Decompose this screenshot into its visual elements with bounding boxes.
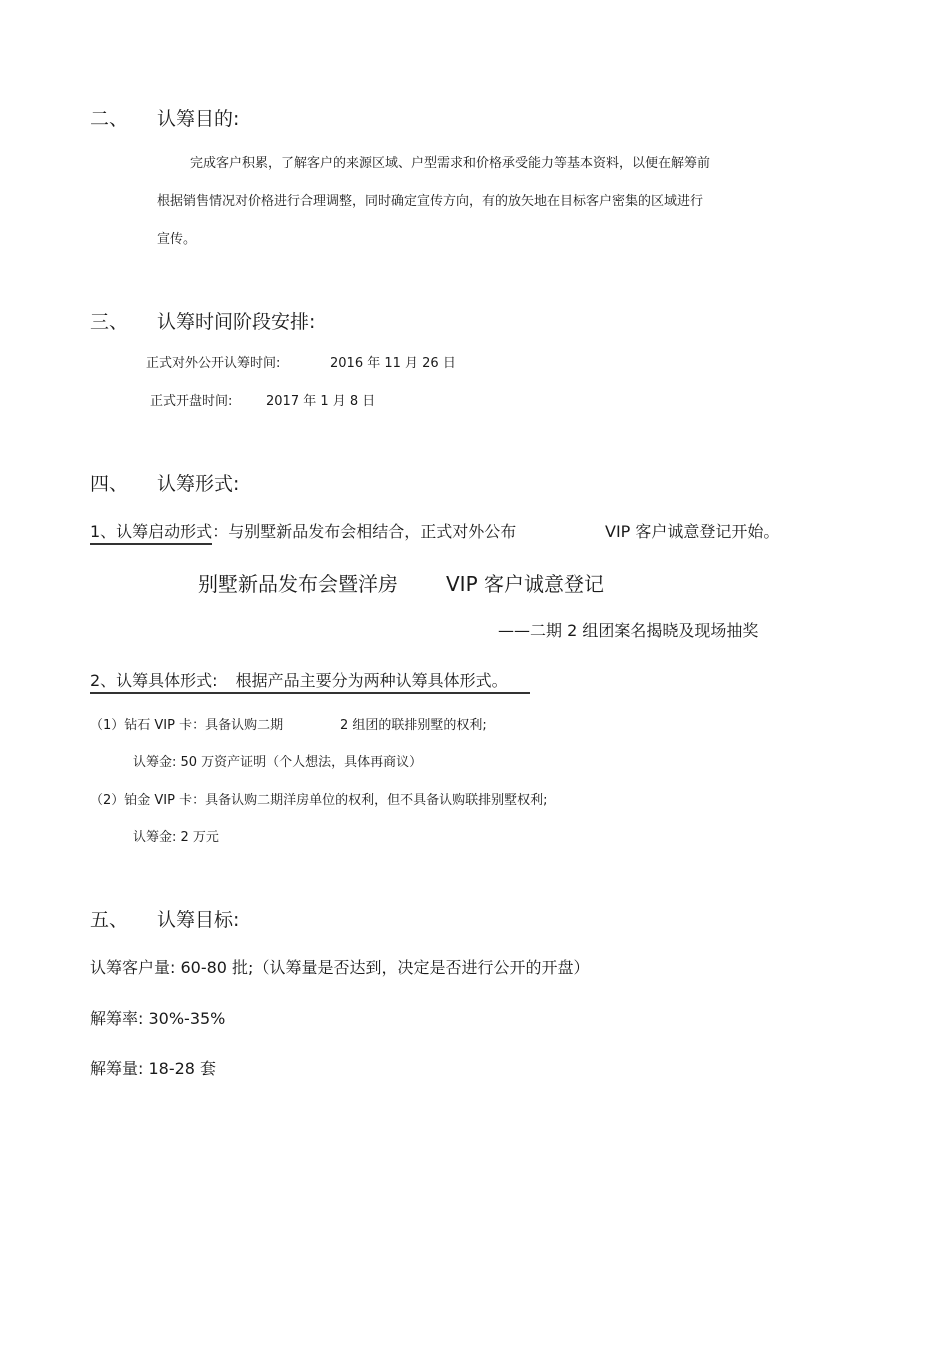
- opening-time-label: 正式开盘时间:: [150, 394, 233, 409]
- section-4-number: 四、: [90, 473, 129, 495]
- launch-form-text-vip: VIP 客户诚意登记开始。: [605, 522, 780, 541]
- section-5-title: 认筹目标:: [157, 909, 240, 931]
- platinum-card-deposit: 认筹金: 2 万元: [133, 830, 219, 845]
- specific-form-text: 根据产品主要分为两种认筹具体形式。: [235, 671, 508, 690]
- diamond-card-deposit: 认筹金: 50 万资产证明（个人想法，具体再商议）: [133, 755, 423, 770]
- event-title-part-2: VIP 客户诚意登记: [446, 572, 604, 596]
- diamond-card-line-rights: 2 组团的联排别墅的权利;: [340, 718, 487, 733]
- event-subtitle: ——二期 2 组团案名揭晓及现场抽奖: [498, 621, 759, 640]
- section-5-number: 五、: [90, 909, 129, 931]
- section-2-paragraph-line-2: 根据销售情况对价格进行合理调整，同时确定宣传方向，有的放矢地在目标客户密集的区域进行: [157, 194, 704, 209]
- launch-form-text: ：与别墅新品发布会相结合，正式对外公布: [212, 522, 517, 541]
- target-client-count: 认筹客户量: 60-80 批;（认筹量是否达到，决定是否进行公开的开盘）: [90, 958, 590, 977]
- specific-form-line: [90, 668, 530, 691]
- section-2-number: 二、: [90, 108, 129, 130]
- section-4-title: 认筹形式:: [157, 473, 240, 495]
- specific-form-underlined: [90, 671, 530, 694]
- redemption-volume: 解筹量: 18-28 套: [90, 1059, 217, 1078]
- opening-time-value: 2017 年 1 月 8 日: [266, 394, 376, 409]
- section-2-paragraph-line-3: 宣传。: [157, 232, 197, 247]
- public-subscription-time-label: 正式对外公开认筹时间:: [146, 356, 281, 371]
- launch-form-label: 1、认筹启动形式: [90, 522, 212, 545]
- launch-form-line: [90, 519, 516, 542]
- specific-form-label: 2、认筹具体形式:: [90, 671, 218, 690]
- event-title-part-1: 别墅新品发布会暨洋房: [198, 572, 398, 596]
- diamond-card-line: （1）钻石 VIP 卡：具备认购二期: [90, 718, 284, 733]
- section-2-title: 认筹目的:: [157, 108, 240, 130]
- section-3-number: 三、: [90, 311, 129, 333]
- platinum-card-line: （2）铂金 VIP 卡：具备认购二期洋房单位的权利，但不具备认购联排别墅权利;: [90, 793, 548, 808]
- section-2-paragraph-line-1: 完成客户积累，了解客户的来源区域、户型需求和价格承受能力等基本资料，以便在解筹前: [190, 156, 711, 171]
- public-subscription-time-value: 2016 年 11 月 26 日: [330, 356, 456, 371]
- section-3-title: 认筹时间阶段安排:: [157, 311, 316, 333]
- redemption-rate: 解筹率: 30%-35%: [90, 1009, 226, 1028]
